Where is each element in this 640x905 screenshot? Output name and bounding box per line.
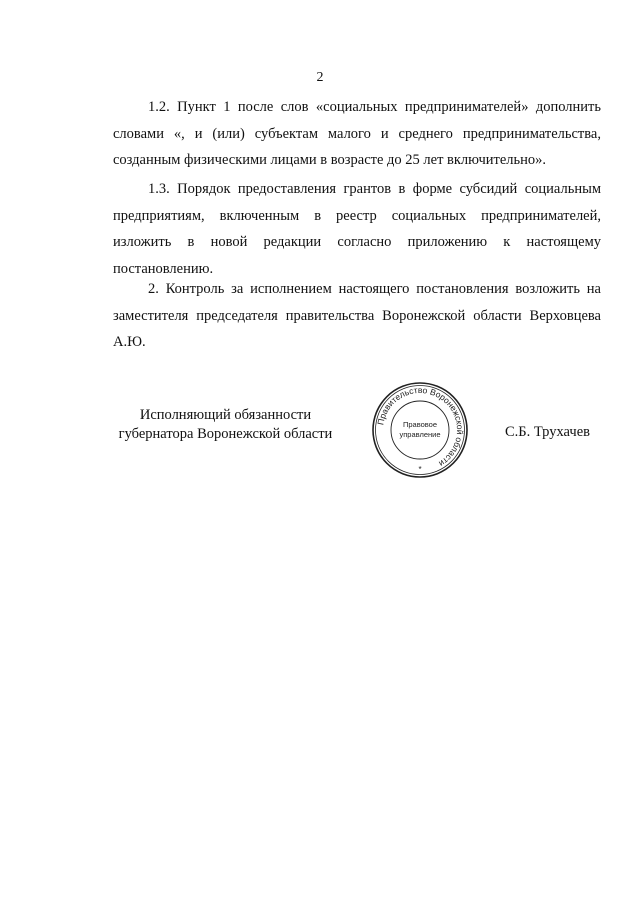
signatory-position-line-1: Исполняющий обязанности — [139, 407, 312, 423]
stamp-star: * — [418, 465, 422, 474]
paragraph-1-3-text: 1.3. Порядок предоставления грантов в форме субсидий социальным предприятиям, включенным в реестр социальных предпринимателей, изложить в новой редакции согласно приложению к настоящему постановлению. — [113, 181, 601, 277]
stamp-center-line-1: Правовое — [402, 420, 438, 429]
paragraph-1-2-text: 1.2. Пункт 1 после слов «социальных предпринимателей» дополнить словами «, и (или) субъектам малого и среднего предпринимательства, созданным физическими лицами в возрасте до 25 лет включительно». — [113, 99, 601, 168]
paragraph-2-text: 2. Контроль за исполнением настоящего постановления возложить на заместителя председателя правительства Воронежской области Верховцева А.Ю. — [113, 281, 601, 350]
paragraph-2 — [113, 276, 601, 356]
paragraph-1-2 — [113, 94, 601, 174]
paragraph-1-3 — [113, 176, 601, 282]
page-number: 2 — [316, 70, 324, 85]
signatory-position-line-2: губернатора Воронежской области — [118, 426, 333, 442]
signatory-position — [113, 406, 338, 444]
stamp-center-line-2: управление — [399, 430, 441, 439]
signatory-name: С.Б. Трухачев — [505, 424, 590, 440]
official-stamp — [370, 380, 470, 480]
stamp-ring-text: Правительство Воронежской области — [375, 384, 466, 469]
